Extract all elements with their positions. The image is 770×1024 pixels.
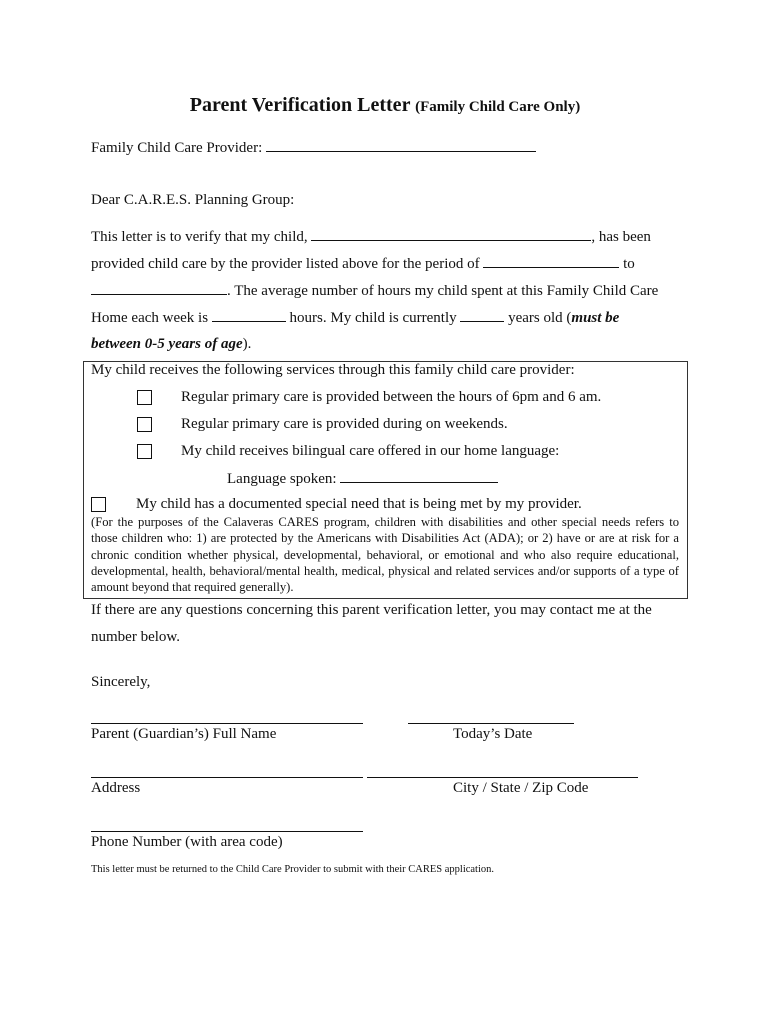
para-text-j: between 0-5 years of age [91,336,243,352]
provider-name-field[interactable] [266,139,536,152]
title-main: Parent Verification Letter [189,94,411,116]
para-text-d: to [623,256,635,272]
language-spoken-field[interactable] [340,470,498,483]
paragraph-line-5 [91,336,251,353]
period-end-field[interactable] [91,282,227,295]
date-line[interactable] [408,723,574,724]
child-age-field[interactable] [460,309,504,322]
service-weekend-checkbox[interactable] [137,417,152,432]
para-text-e: . The average number of hours my child spent at this Family Child Care [227,283,659,299]
special-need-checkbox[interactable] [91,497,106,512]
footer-note: This letter must be returned to the Child Care Provider to submit with their CARES application. [91,864,495,875]
paragraph-line-2 [91,255,635,273]
contact-line-2: number below. [91,629,181,645]
phone-line[interactable] [91,831,363,832]
provider-label: Family Child Care Provider: [91,140,263,156]
salutation: Dear C.A.R.E.S. Planning Group: [91,192,295,208]
service-bilingual-checkbox[interactable] [137,444,152,459]
city-state-zip-line[interactable] [367,777,638,778]
closing: Sincerely, [91,674,151,690]
para-text-g: hours. My child is currently [289,310,457,326]
para-text-i: must be [571,310,620,326]
service-evening-label: Regular primary care is provided between the hours of 6pm and 6 am. [181,389,602,405]
service-bilingual-label: My child receives bilingual care offered in our home language: [181,443,560,459]
parent-name-label: Parent (Guardian’s) Full Name [91,726,277,742]
paragraph-line-3 [91,282,658,300]
title-subtitle: (Family Child Care Only) [415,99,581,115]
services-intro: My child receives the following services through this family child care provider: [91,362,575,378]
phone-label: Phone Number (with area code) [91,834,283,850]
parent-name-line[interactable] [91,723,363,724]
address-label: Address [91,780,141,796]
period-start-field[interactable] [483,255,619,268]
language-label: Language spoken: [227,471,337,487]
paragraph-line-4 [91,309,619,327]
paragraph-line-1 [91,228,651,246]
service-weekend-label: Regular primary care is provided during on weekends. [181,416,508,432]
page-title [0,94,770,117]
city-state-zip-label: City / State / Zip Code [453,780,589,796]
provider-line [91,139,536,157]
para-text-b: , has been [591,229,651,245]
para-text-f: Home each week is [91,310,209,326]
address-line[interactable] [91,777,363,778]
para-text-k: ). [242,336,252,352]
special-need-label: My child has a documented special need that is being met by my provider. [136,496,582,512]
hours-per-week-field[interactable] [212,309,286,322]
service-evening-checkbox[interactable] [137,390,152,405]
child-name-field[interactable] [311,228,591,241]
contact-line-1: If there are any questions concerning this parent verification letter, you may contact me at the [91,602,652,618]
date-label: Today’s Date [453,726,533,742]
special-need-note: (For the purposes of the Calaveras CARES program, children with disabilities and other special needs refers to those children who: 1) are protected by the Americans with Disabilities Act (ADA); or 2) have or are at risk for a chronic condition whether physical, developmental, behavioral, or emotional and who also require educational, developmental, health, behavioral/mental health, medical, physical and related services and/or supports of a type of amount beyond that required generally). [91,515,679,595]
para-text-h: years old ( [508,310,572,326]
language-line [227,470,498,488]
para-text-c: provided child care by the provider listed above for the period of [91,256,480,272]
para-text-a: This letter is to verify that my child, [91,229,308,245]
